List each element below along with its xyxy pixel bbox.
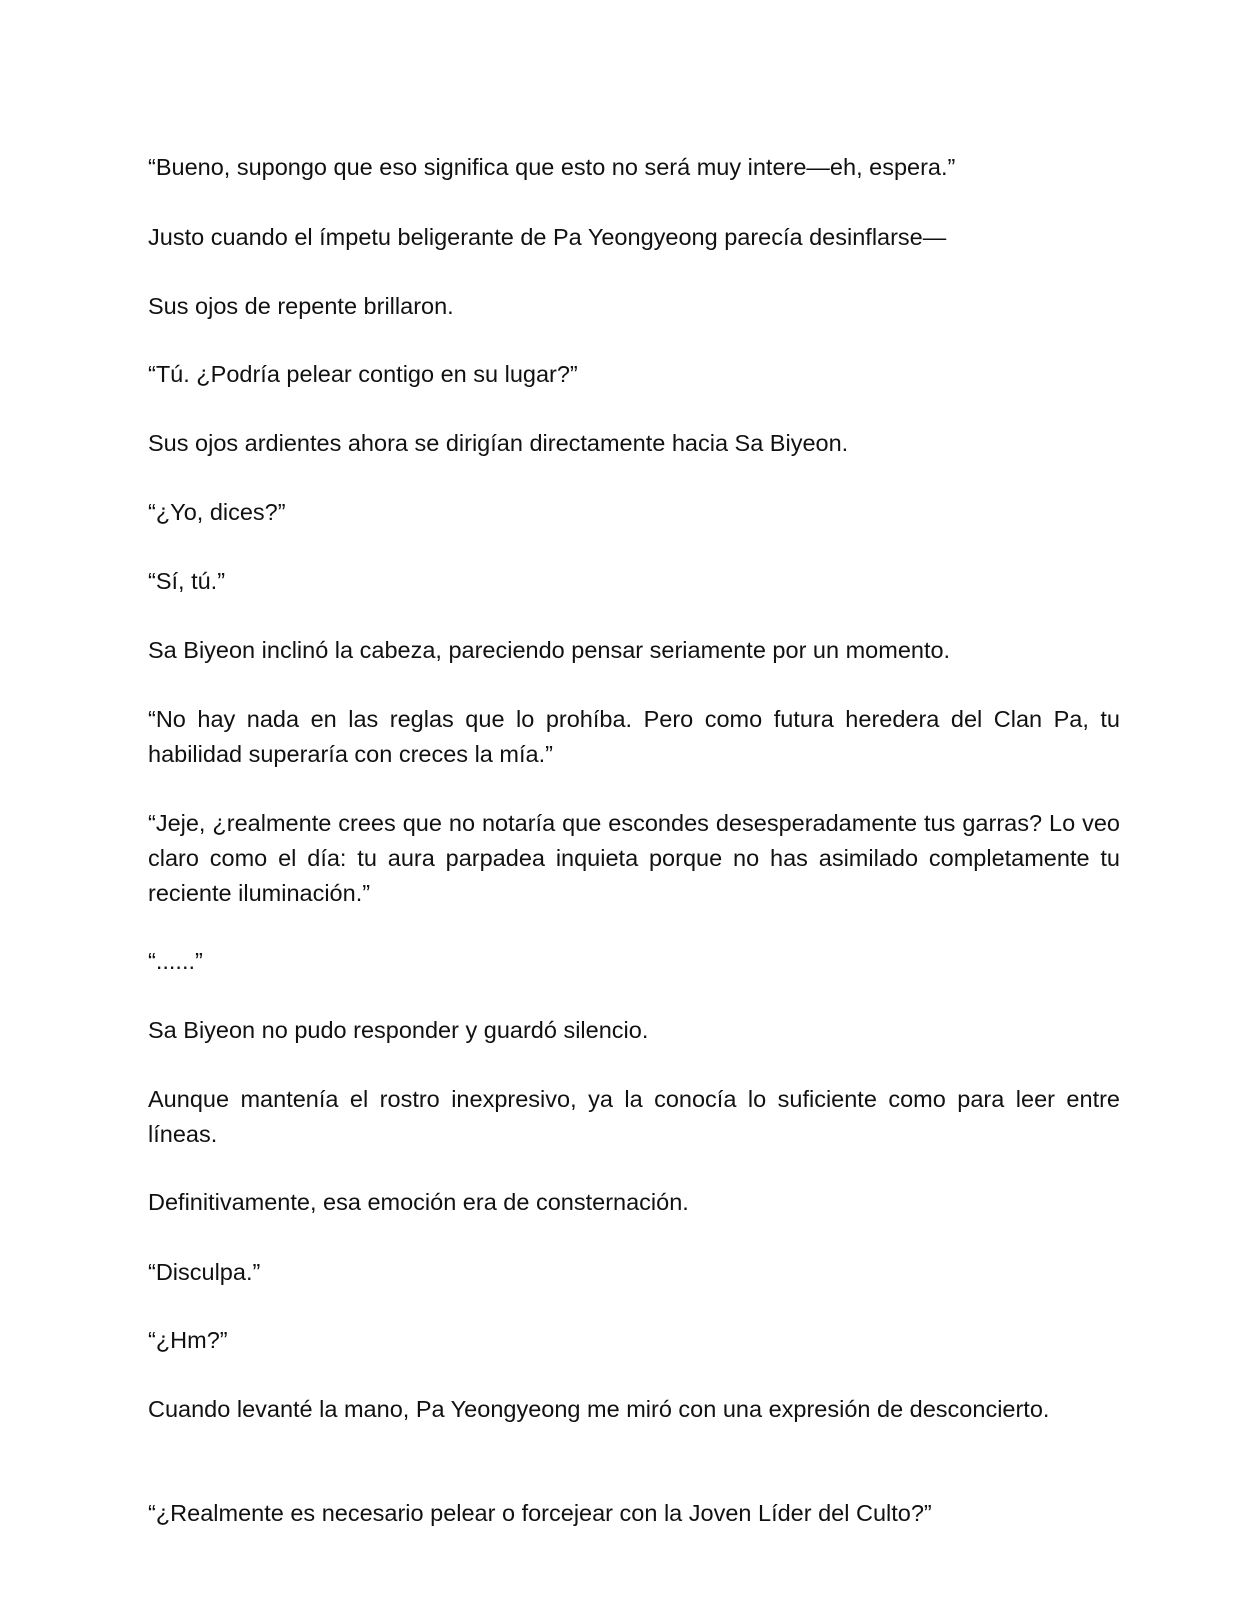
paragraph-9: “No hay nada en las reglas que lo prohíba. Pero como futura heredera del Clan Pa, tu habilidad superaría con creces la mía.” bbox=[148, 706, 1120, 767]
paragraph-14: Definitivamente, esa emoción era de consternación. bbox=[148, 1189, 689, 1215]
paragraph-5: Sus ojos ardientes ahora se dirigían directamente hacia Sa Biyeon. bbox=[148, 430, 849, 456]
paragraph-8: Sa Biyeon inclinó la cabeza, pareciendo pensar seriamente por un momento. bbox=[148, 637, 951, 663]
paragraph-1: “Bueno, supongo que eso significa que esto no será muy intere—eh, espera.” bbox=[148, 154, 956, 180]
paragraph-16: “¿Hm?” bbox=[148, 1327, 228, 1353]
paragraph-12: Sa Biyeon no pudo responder y guardó silencio. bbox=[148, 1017, 649, 1043]
paragraph-15: “Disculpa.” bbox=[148, 1259, 261, 1285]
paragraph-3: Sus ojos de repente brillaron. bbox=[148, 293, 454, 319]
paragraph-17: Cuando levanté la mano, Pa Yeongyeong me miró con una expresión de desconcierto. bbox=[148, 1396, 1050, 1422]
paragraph-4: “Tú. ¿Podría pelear contigo en su lugar?” bbox=[148, 361, 578, 387]
paragraph-7: “Sí, tú.” bbox=[148, 568, 226, 594]
paragraph-18: “¿Realmente es necesario pelear o forcejear con la Joven Líder del Culto?” bbox=[148, 1500, 932, 1526]
paragraph-13: Aunque mantenía el rostro inexpresivo, ya la conocía lo suficiente como para leer entre líneas. bbox=[148, 1086, 1120, 1147]
paragraph-10: “Jeje, ¿realmente crees que no notaría que escondes desesperadamente tus garras? Lo veo claro como el día: tu aura parpadea inquieta porque no has asimilado completamente tu reciente iluminación.” bbox=[148, 810, 1120, 906]
paragraph-11: “......” bbox=[148, 948, 203, 974]
paragraph-2: Justo cuando el ímpetu beligerante de Pa Yeongyeong parecía desinflarse— bbox=[148, 224, 947, 250]
paragraph-6: “¿Yo, dices?” bbox=[148, 499, 286, 525]
